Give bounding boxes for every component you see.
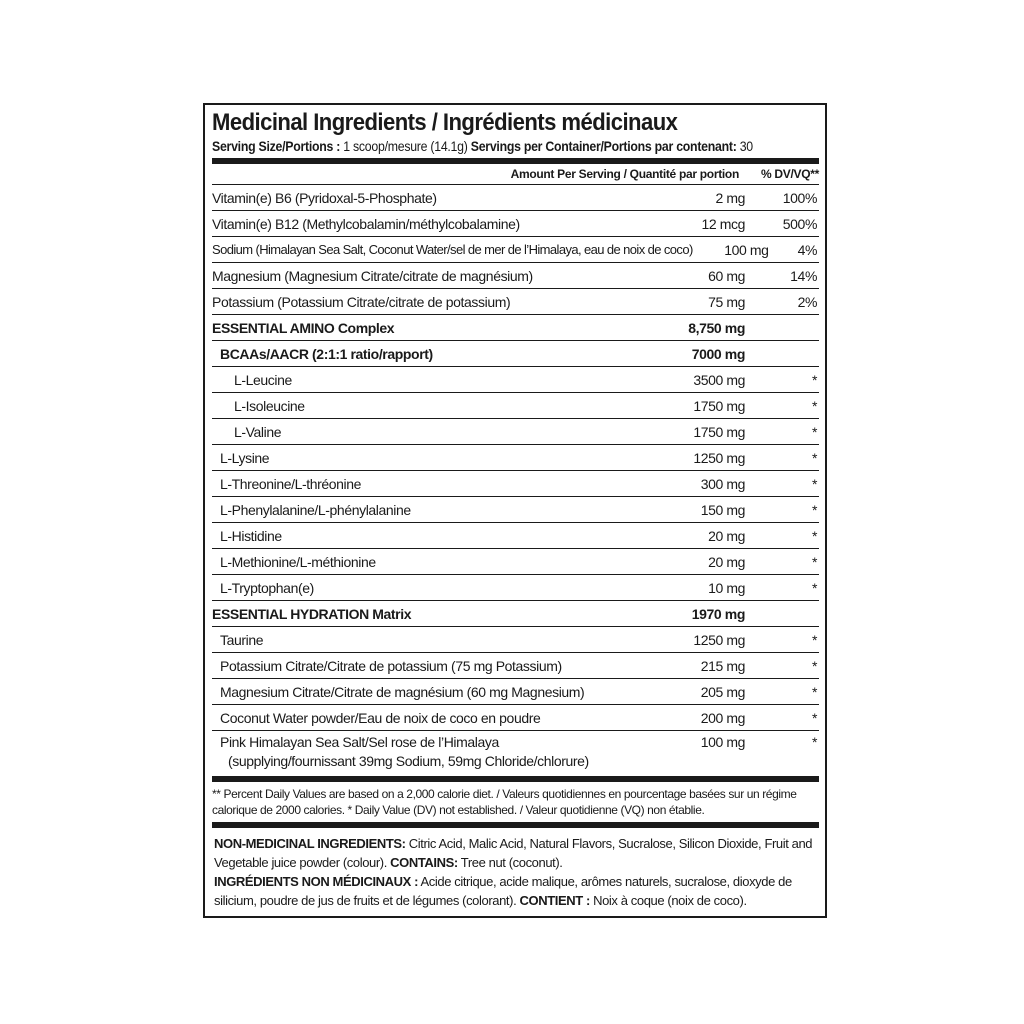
table-row — [212, 393, 819, 419]
row-amount: 7000 mg — [691, 345, 745, 362]
row-amount: 8,750 mg — [688, 319, 745, 336]
row-dv: 4% — [797, 241, 817, 258]
table-row — [212, 367, 819, 393]
row-amount: 1970 mg — [691, 605, 745, 622]
servings-per-container-label: Servings per Container/Portions par contenant: — [470, 138, 737, 154]
table-row — [212, 211, 819, 237]
row-dv: * — [811, 501, 817, 518]
ingredient-table — [212, 185, 819, 776]
row-name: L-Tryptophan(e) — [220, 579, 314, 596]
contains-text: Tree nut (coconut). — [457, 855, 563, 870]
row-name: Taurine — [220, 631, 264, 648]
row-amount: 20 mg — [708, 553, 745, 570]
contient-label: CONTIENT : — [519, 893, 590, 908]
table-row-group — [212, 315, 819, 341]
row-name: L-Lysine — [220, 449, 270, 466]
row-dv: * — [811, 553, 817, 570]
contains-label: CONTAINS: — [390, 855, 458, 870]
row-name: L-Phenylalanine/L-phénylalanine — [220, 501, 411, 518]
row-amount: 3500 mg — [693, 371, 745, 388]
daily-value-footnote — [212, 782, 819, 822]
table-row — [212, 289, 819, 315]
table-row — [212, 237, 819, 263]
row-amount: 150 mg — [700, 501, 745, 518]
row-amount: 75 mg — [708, 293, 745, 310]
table-row — [212, 185, 819, 211]
table-row — [212, 263, 819, 289]
table-row — [212, 471, 819, 497]
row-amount: 1250 mg — [693, 449, 745, 466]
row-name-sub: (supplying/fournissant 39mg Sodium, 59mg Chloride/chlorure) — [228, 753, 589, 769]
table-row — [212, 497, 819, 523]
row-name: L-Threonine/L-thréonine — [220, 475, 362, 492]
table-row — [212, 679, 819, 705]
non-medicinal-en-text: Citric Acid, Malic Acid, Natural Flavors, Sucralose, Silicon Dioxide, Fruit and Vegetable juice powder (colour). — [214, 836, 813, 870]
row-dv: * — [811, 371, 817, 388]
row-name: Potassium Citrate/Citrate de potassium (75 mg Potassium) — [220, 657, 562, 674]
table-row-group — [212, 601, 819, 627]
row-dv: 100% — [782, 189, 817, 206]
row-name: Vitamin(e) B6 (Pyridoxal-5-Phosphate) — [212, 189, 437, 206]
row-amount: 1750 mg — [693, 423, 745, 440]
row-name: L-Histidine — [220, 527, 282, 544]
row-dv: * — [811, 527, 817, 544]
serving-size-value: 1 scoop/mesure (14.1g) — [343, 138, 468, 154]
row-amount: 12 mcg — [701, 215, 745, 232]
servings-per-container-value: 30 — [739, 138, 753, 154]
table-row — [212, 627, 819, 653]
row-dv: * — [811, 397, 817, 414]
row-amount: 1250 mg — [693, 631, 745, 648]
row-dv: 14% — [790, 267, 817, 284]
row-dv: * — [811, 449, 817, 466]
row-name-multiline — [212, 734, 627, 769]
row-name: Vitamin(e) B12 (Methylcobalamin/méthylcobalamine) — [212, 215, 520, 232]
row-name: Sodium (Himalayan Sea Salt, Coconut Water/sel de mer de l’Himalaya, eau de noix de coco) — [212, 242, 693, 257]
row-name: BCAAs/AACR (2:1:1 ratio/rapport) — [220, 345, 433, 362]
row-amount: 10 mg — [708, 579, 745, 596]
dv-header: % DV/VQ** — [761, 167, 819, 181]
row-name: ESSENTIAL AMINO Complex — [212, 319, 395, 336]
row-dv: 500% — [782, 215, 817, 232]
row-amount: 100 mg — [724, 241, 769, 258]
non-medicinal-fr-label: INGRÉDIENTS NON MÉDICINAUX : — [214, 874, 419, 889]
row-amount: 20 mg — [708, 527, 745, 544]
table-row — [212, 523, 819, 549]
row-amount: 60 mg — [708, 267, 745, 284]
amount-header: Amount Per Serving / Quantité par portion — [510, 167, 739, 181]
row-amount: 2 mg — [715, 189, 745, 206]
table-row — [212, 575, 819, 601]
row-dv: * — [811, 423, 817, 440]
row-amount: 1750 mg — [693, 397, 745, 414]
row-amount: 300 mg — [700, 475, 745, 492]
non-medicinal-fr-text: Acide citrique, acide malique, arômes naturels, sucralose, dioxyde de silicium, poudre de jus de fruits et de légumes (colorant). — [214, 874, 792, 908]
serving-size-label: Serving Size/Portions : — [212, 138, 341, 154]
contient-text: Noix à coque (noix de coco). — [589, 893, 747, 908]
serving-info — [212, 138, 753, 155]
row-dv: * — [811, 709, 817, 726]
row-dv: * — [811, 734, 817, 750]
panel-title: Medicinal Ingredients / Ingrédients médicinaux — [212, 109, 678, 136]
table-row-subgroup — [212, 341, 819, 367]
row-amount: 205 mg — [700, 683, 745, 700]
row-name: Potassium (Potassium Citrate/citrate de potassium) — [212, 293, 511, 310]
row-amount: 100 mg — [700, 734, 745, 750]
row-amount: 215 mg — [700, 657, 745, 674]
row-dv: * — [811, 683, 817, 700]
non-medicinal-en — [214, 834, 819, 872]
table-row — [212, 705, 819, 731]
table-row — [212, 653, 819, 679]
table-row — [212, 419, 819, 445]
row-name: L-Methionine/L-méthionine — [220, 553, 376, 570]
row-name: L-Isoleucine — [234, 397, 305, 414]
table-row — [212, 549, 819, 575]
row-name: Magnesium Citrate/Citrate de magnésium (60 mg Magnesium) — [220, 683, 585, 700]
non-medicinal-fr — [214, 872, 819, 910]
row-name: L-Leucine — [234, 371, 292, 388]
row-name: Pink Himalayan Sea Salt/Sel rose de l’Himalaya — [220, 734, 499, 750]
footnote-line-2: calorique de 2000 calories. * Daily Value (DV) not established. / Valeur quotidienne (VQ) non établie. — [212, 803, 705, 817]
row-dv: * — [811, 657, 817, 674]
non-medicinal-ingredients — [212, 828, 819, 910]
supplement-facts-panel — [203, 103, 827, 918]
table-header — [212, 164, 819, 184]
row-name: Coconut Water powder/Eau de noix de coco en poudre — [220, 709, 541, 726]
row-dv: 2% — [797, 293, 817, 310]
table-row — [212, 445, 819, 471]
row-name: L-Valine — [234, 423, 282, 440]
table-row — [212, 731, 819, 776]
row-dv: * — [811, 475, 817, 492]
non-medicinal-en-label: NON-MEDICINAL INGREDIENTS: — [214, 836, 406, 851]
row-amount: 200 mg — [700, 709, 745, 726]
row-name: ESSENTIAL HYDRATION Matrix — [212, 605, 412, 622]
row-dv: * — [811, 579, 817, 596]
row-name: Magnesium (Magnesium Citrate/citrate de magnésium) — [212, 267, 533, 284]
footnote-line-1: ** Percent Daily Values are based on a 2,000 calorie diet. / Valeurs quotidiennes en pourcentage basées sur un régime — [212, 787, 797, 801]
row-dv: * — [811, 631, 817, 648]
